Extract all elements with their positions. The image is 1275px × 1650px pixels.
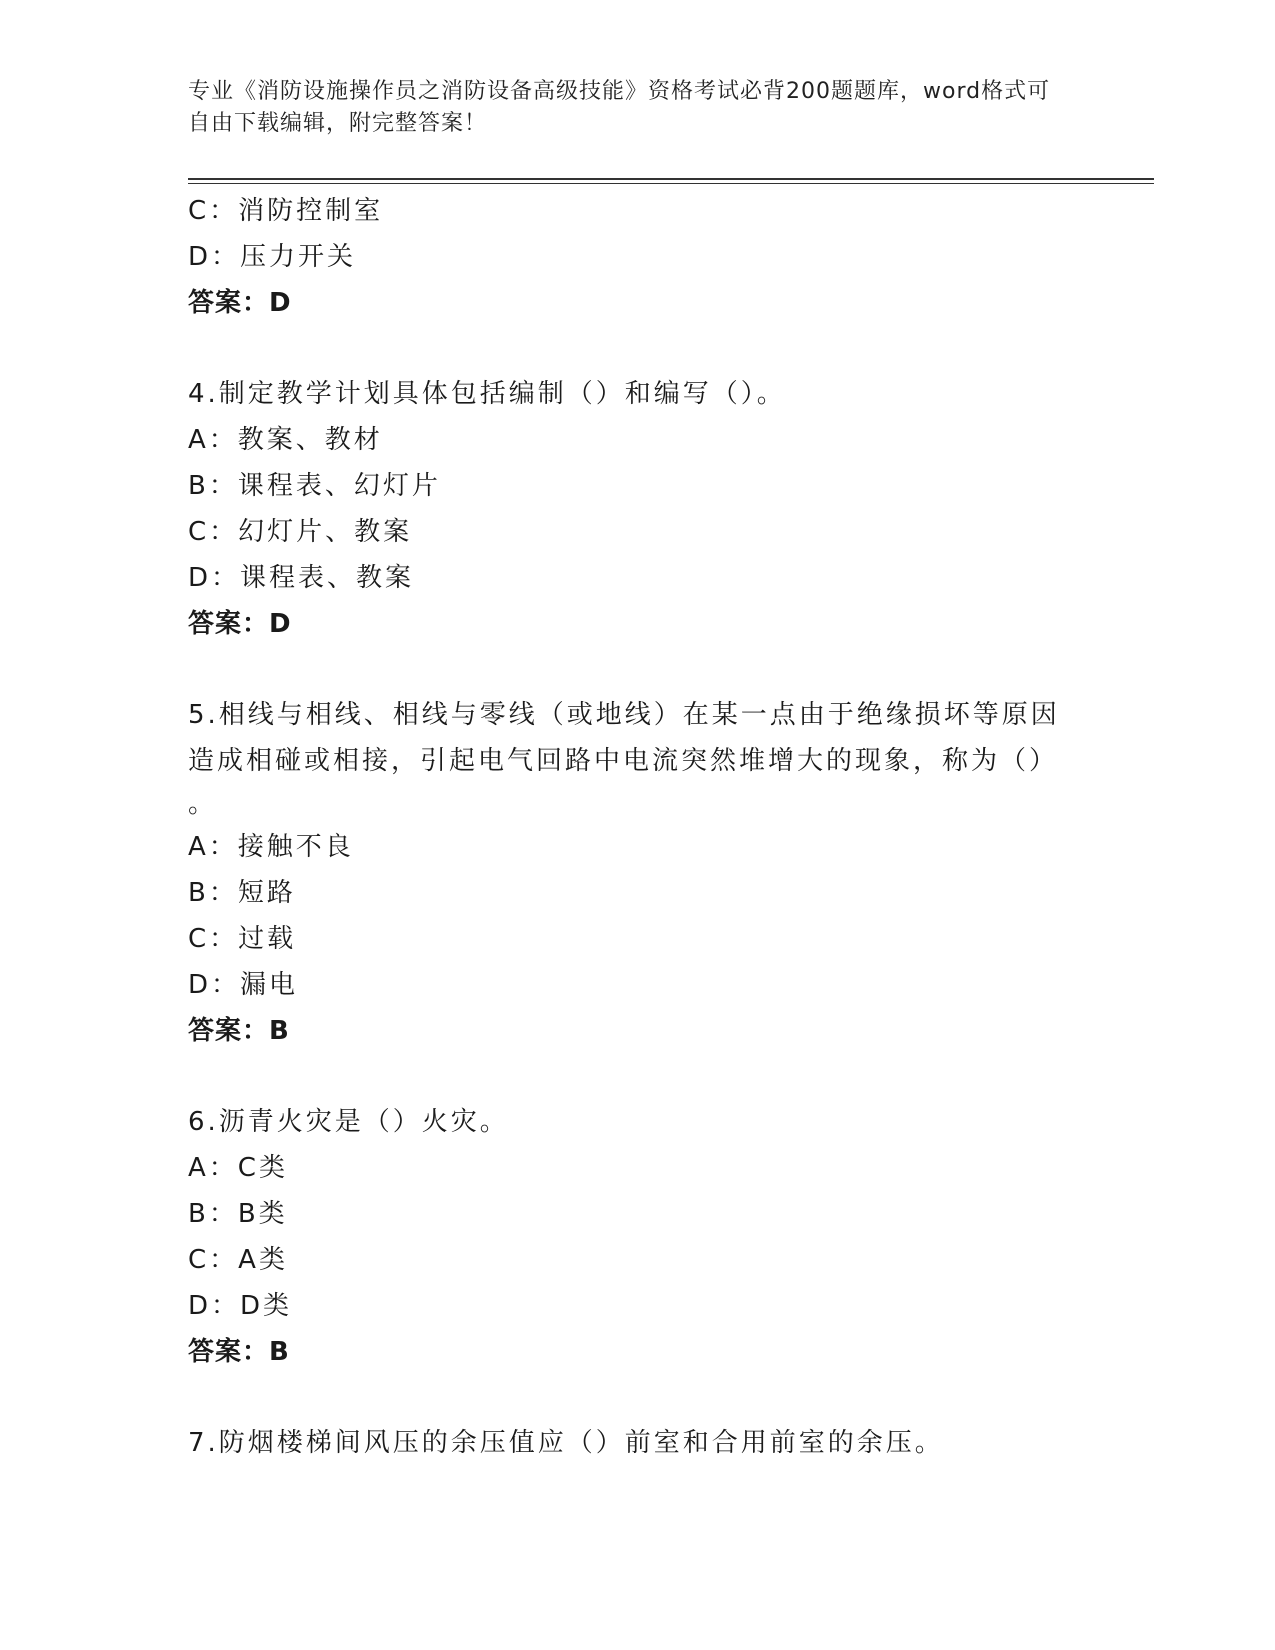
question-6-option-d: D：D类 <box>188 1291 293 1321</box>
question-5-option-b: B：短路 <box>188 878 296 908</box>
prev-option-d: D：压力开关 <box>188 242 357 272</box>
question-5-text-line1: 5.相线与相线、相线与零线（或地线）在某一点由于绝缘损坏等原因 <box>188 700 1060 730</box>
question-4-option-c: C：幻灯片、教案 <box>188 517 413 547</box>
question-5-option-a: A：接触不良 <box>188 832 354 862</box>
header-divider <box>188 178 1154 184</box>
question-6-option-a: A：C类 <box>188 1153 288 1183</box>
question-list <box>188 188 1068 1466</box>
question-5-option-c: C：过载 <box>188 924 297 954</box>
question-4-option-a: A：教案、教材 <box>188 425 383 455</box>
question-5-answer: 答案：B <box>188 1016 290 1046</box>
question-4-option-d: D：课程表、教案 <box>188 563 415 593</box>
prev-answer: 答案：D <box>188 288 292 318</box>
question-5-text-line2: 造成相碰或相接，引起电气回路中电流突然堆增大的现象，称为（） <box>188 746 1059 776</box>
question-6-option-b: B：B类 <box>188 1199 288 1229</box>
question-5-text-line3: 。 <box>188 789 218 819</box>
question-6-text: 6.沥青火灾是（）火灾。 <box>188 1107 509 1137</box>
question-5-option-d: D：漏电 <box>188 970 299 1000</box>
question-6-option-c: C：A类 <box>188 1245 288 1275</box>
question-6-answer: 答案：B <box>188 1337 290 1367</box>
prev-option-c: C：消防控制室 <box>188 196 384 226</box>
question-7-text: 7.防烟楼梯间风压的余压值应（）前室和合用前室的余压。 <box>188 1428 944 1458</box>
question-4-answer: 答案：D <box>188 609 292 639</box>
question-4-option-b: B：课程表、幻灯片 <box>188 471 441 501</box>
document-header: 专业《消防设施操作员之消防设备高级技能》资格考试必背200题题库，word格式可自由下载编辑，附完整答案！ <box>188 79 1051 136</box>
question-4-text: 4.制定教学计划具体包括编制（）和编写（）。 <box>188 379 786 409</box>
